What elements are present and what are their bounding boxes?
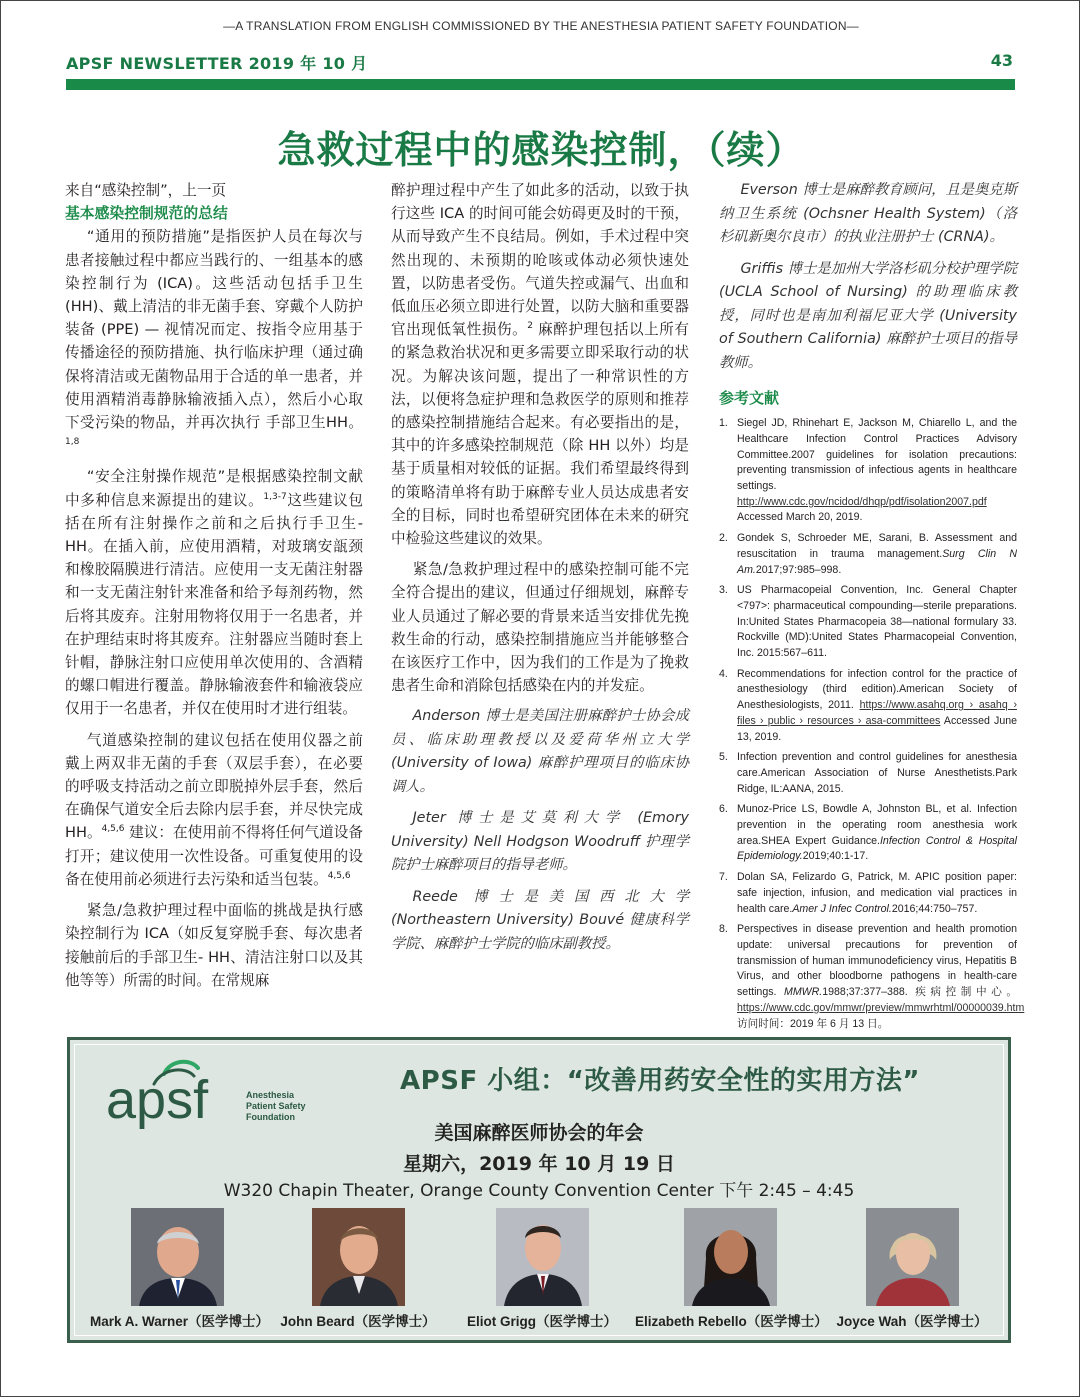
logo-line: Foundation (246, 1112, 295, 1122)
paragraph-text: “安全注射操作规范”是根据感染控制文献中多种信息来源提出的建议。 (65, 468, 363, 509)
speaker-card (832, 1208, 992, 1330)
paragraph-text: 这些建议包括在所有注射操作之前和之后执行手卫生- HH。在插入前，应使用酒精，对玻璃安瓿颈和橡胶隔膜进行清洁。应使用一支无菌注射器和一支无菌注射针来准备和给予每剂药物，然后将其废弃。注射用物将仅用于一名患者，并在护理结束时将其废弃。注射器应当随时套上针帽，静脉注射口应使用单次使用的、含酒精的螺口帽进行覆盖。静脉输液套件和输液袋应仅用于一名患者，并仅在使用时才进行组装。 (65, 491, 363, 718)
author-bio: Everson 博士是麻醉教育顾问，且是奥克斯纳卫生系统 (Ochsner Health System)（洛杉矶新奥尔良市）的执业注册护士 (CRNA)。 (719, 182, 1017, 245)
event-date: 星期六，2019 年 10 月 19 日 (403, 1153, 675, 1175)
reference-number: 8. (719, 923, 728, 936)
reference-link[interactable]: http://www.cdc.gov/ncidod/dhqp/pdf/isolation2007.pdf (737, 495, 987, 508)
reference-number: 2. (719, 532, 728, 545)
reference-list (719, 416, 1025, 1032)
author-bio: Griffis 博士是加州大学洛杉矶分校护理学院 (UCLA School of Nursing) 的助理临床教授，同时也是南加利福尼亚大学 (University of Southern California) 麻醉护士项目的指导教师。 (719, 260, 1017, 371)
logo-wordmark: apsf (106, 1070, 209, 1130)
journal-name: Surg Clin N Am. (737, 547, 1017, 576)
reference-text: 2019;40:1-17. (802, 850, 869, 863)
speaker-photo (312, 1208, 405, 1306)
reference-text: 1988;37:377–388. 疾病控制中心。 (822, 986, 1017, 999)
reference-number: 6. (719, 803, 728, 816)
logo-line: Patient Safety (246, 1101, 306, 1111)
journal-name: Infection Control & Hospital Epidemiology. (737, 834, 1017, 863)
reference-text: Accessed June 13, 2019. (737, 714, 1017, 743)
paragraph-text: “通用的预防措施”是指医护人员在每次与患者接触过程中都应当践行的、一组基本的感染控制行为 (ICA)。这些活动包括手卫生 (HH)、戴上清洁的非无菌手套、穿戴个人防护装备 (PPE) — 视情况而定、按指令应用基于传播途径的预防措施、执行临床护理（通过确保将清洁或无菌物品用于合适的单一患者，并使用酒精消毒静脉输液插入点），然后小心取下受污染的物品，并再次执行 手部卫生HH。 (65, 228, 363, 432)
reference-item (719, 922, 1025, 1032)
reference-item (719, 416, 1017, 526)
reference-item (719, 583, 1017, 662)
reference-text: 2017;97:985–998. (755, 563, 842, 576)
newsletter-header: APSF NEWSLETTER 2019 年 10 月 (66, 54, 368, 73)
speaker-avatar-icon (131, 1208, 224, 1306)
paragraph: 紧急/急救护理过程中面临的挑战是执行感染控制行为 ICA（如反复穿脱手套、每次患者接触前后的手部卫生- HH、清洁注射口以及其他等等）所需的时间。在常规麻 (65, 902, 363, 989)
reference-number: 5. (719, 751, 728, 764)
speaker-card (278, 1208, 438, 1330)
speaker-card (90, 1208, 270, 1330)
author-bio: Jeter 博士是艾莫利大学 (Emory University) Nell Hodgson Woodruff 护理学院护士麻醉项目的指导老师。 (391, 810, 689, 874)
page-number: 43 (990, 51, 1013, 70)
event-name: 美国麻醉医师协会的年会 (434, 1122, 644, 1144)
section-heading: 基本感染控制规范的总结 (65, 205, 228, 223)
journal-name: Amer J Infec Control. (792, 902, 892, 915)
reference-text: Infection prevention and control guidelines for anesthesia care.American Association of Nurse Anesthetists.Park Ridge, IL:AANA, 2015. (737, 751, 1017, 795)
column-3 (719, 179, 1025, 1037)
reference-text: Dolan SA, Felizardo G, Patrick, M. APIC position paper: safe injection, infusion, and medication vial practices in health care. (737, 871, 1017, 915)
reference-text: Gondek S, Schroeder ME, Sarani, B. Assessment and resuscitation in trauma management. (737, 532, 1017, 560)
citation: 1,8 (65, 437, 80, 448)
citation: 2 (527, 321, 533, 332)
speaker-avatar-icon (866, 1208, 959, 1306)
reference-text: 访问时间：2019 年 6 月 13 日。 (737, 1017, 889, 1030)
reference-link[interactable]: https://www.asahq.org › asahq › files › public › resources › asa-committees (737, 699, 1017, 727)
reference-text: Accessed March 20, 2019. (737, 511, 863, 524)
speaker-name: Joyce Wah（医学博士） (836, 1314, 988, 1329)
reference-number: 4. (719, 667, 728, 680)
column-1 (65, 179, 363, 992)
reference-item (719, 802, 1017, 865)
paragraph (391, 179, 689, 550)
logo-line: Anesthesia (246, 1090, 295, 1100)
reference-number: 7. (719, 871, 728, 884)
citation: 4,5,6 (101, 824, 125, 835)
paragraph-text: 麻醉护理包括以上所有的紧急救治状况和更多需要立即采取行动的状况。为解决该问题，提出了一种常识性的方法，以便将急症护理和急救医学的原则和推荐的感染控制措施结合起来。有必要指出的是，其中的许多感染控制规范（除 HH 以外）均是基于质量相对较低的证据。我们希望最终得到的策略清单将有助于麻醉专业人员达成患者安全的目标，同时也希望研究团体在未来的研究中检验这些建议的效果。 (391, 321, 689, 548)
speaker-photo (684, 1208, 777, 1306)
paragraph: 紧急/急救护理过程中的感染控制可能不完全符合提出的建议，但通过仔细规划，麻醉专业人员通过了解必要的背景来适当安排优先挽救生命的行动，感染控制措施应当并能够整合在该医疗工作中，因为我们的工作是为了挽救患者生命和消除包括感染在内的并发症。 (391, 561, 689, 695)
journal-name: MMWR. (784, 986, 823, 999)
reference-item (719, 667, 1017, 746)
author-bio: Reede 博士是美国西北大学 (Northeastern University) Bouvé 健康科学学院、麻醉护士学院的临床副教授。 (391, 888, 689, 952)
reference-number: 3. (719, 584, 728, 597)
speaker-avatar-icon (312, 1208, 405, 1306)
speaker-photo (496, 1208, 589, 1306)
paragraph-text: 气道感染控制的建议包括在使用仪器之前戴上两双非无菌的手套（双层手套），在必要的呼吸支持活动之前立即脱掉外层手套，然后在确保气道安全后去除内层手套，并尽快完成 HH。 (65, 731, 363, 842)
citation: 4,5,6 (327, 871, 351, 882)
reference-text: US Pharmacopeial Convention, Inc. General Chapter <797>: pharmaceutical compounding—sterile preparations. In:United States Pharmacopeia 38—national formulary 33. Rockville (MD):United States Pharmacopeial Convention, Inc. 2015:567–611. (737, 584, 1017, 660)
reference-item (719, 750, 1017, 797)
speaker-name: Elizabeth Rebello（医学博士） (635, 1314, 828, 1329)
reference-text: Recommendations for infection control for the practice of anesthesiology (third edition).American Society of Anesthesiologists, 2011. (737, 667, 1017, 712)
speaker-name: John Beard（医学博士） (280, 1314, 436, 1329)
speaker-avatar-icon (684, 1208, 777, 1306)
reference-text: 2016;44:750–757. (891, 902, 978, 915)
speaker-name: Eliot Grigg（医学博士） (467, 1314, 617, 1329)
reference-number: 1. (719, 417, 728, 430)
event-promo-box (67, 1037, 1011, 1343)
continued-from: 来自“感染控制”，上一页 (65, 182, 227, 199)
reference-text: Perspectives in disease prevention and health promotion update: universal precautions for prevention of transmission of human immunodeficiency virus, Hepatitis B Virus, and other bloodborne pathogens in health-care settings. (737, 923, 1017, 999)
promo-title: APSF 小组：“改善用药安全性的实用方法” (400, 1066, 920, 1096)
speaker-name: Mark A. Warner（医学博士） (90, 1314, 270, 1329)
paragraph-text: 醉护理过程中产生了如此多的活动，以致于执行这些 ICA 的时间可能会妨碍更及时的干预，从而导致产生不良结局。例如，手术过程中突然出现的、未预期的呛咳或体动必须快速处置，以防患者受伤。气道失控或漏气、出血和低血压必须立即进行处置，以防大脑和重要器官出现低氧性损伤。 (391, 182, 689, 339)
speaker-photo (131, 1208, 224, 1306)
reference-text: Munoz-Price LS, Bowdle A, Johnston BL, et al. Infection prevention in the operating room anesthesia work area.SHEA Expert Guidance. (737, 803, 1017, 847)
article-title: 急救过程中的感染控制，（续） (277, 128, 805, 172)
paragraph (65, 225, 363, 457)
reference-item (719, 870, 1017, 917)
speaker-avatar-icon (496, 1208, 589, 1306)
paragraph (65, 465, 363, 720)
translation-banner: —A TRANSLATION FROM ENGLISH COMMISSIONED BY THE ANESTHESIA PATIENT SAFETY FOUNDATION— (223, 19, 859, 33)
paragraph-text: 建议：在使用前不得将任何气道设备打开；建议使用一次性设备。可重复使用的设备在使用前必须进行去污染和适当包装。 (65, 824, 364, 888)
speaker-card (635, 1208, 828, 1330)
column-2 (391, 179, 689, 956)
header-rule (66, 79, 1015, 90)
reference-text: Siegel JD, Rhinehart E, Jackson M, Chiarello L, and the Healthcare Infection Control Practices Advisory Committee.2007 guidelines for isolation precautions: preventing transmission of infectious agents in healthcare settings. (737, 417, 1017, 493)
event-venue: W320 Chapin Theater, Orange County Convention Center 下午 2:45 – 4:45 (223, 1181, 855, 1201)
references-heading: 参考文献 (719, 389, 780, 407)
reference-item (719, 531, 1017, 578)
citation: 1,3-7 (263, 491, 287, 502)
paragraph (65, 729, 363, 891)
speaker-photo (866, 1208, 959, 1306)
author-bio: Anderson 博士是美国注册麻醉护士协会成员、临床助理教授以及爱荷华州立大学 (University of Iowa) 麻醉护理项目的临床协调人。 (391, 708, 689, 795)
speaker-card (462, 1208, 622, 1330)
reference-link[interactable]: https://www.cdc.gov/mmwr/preview/mmwrhtml/00000039.htm (737, 1001, 1025, 1014)
